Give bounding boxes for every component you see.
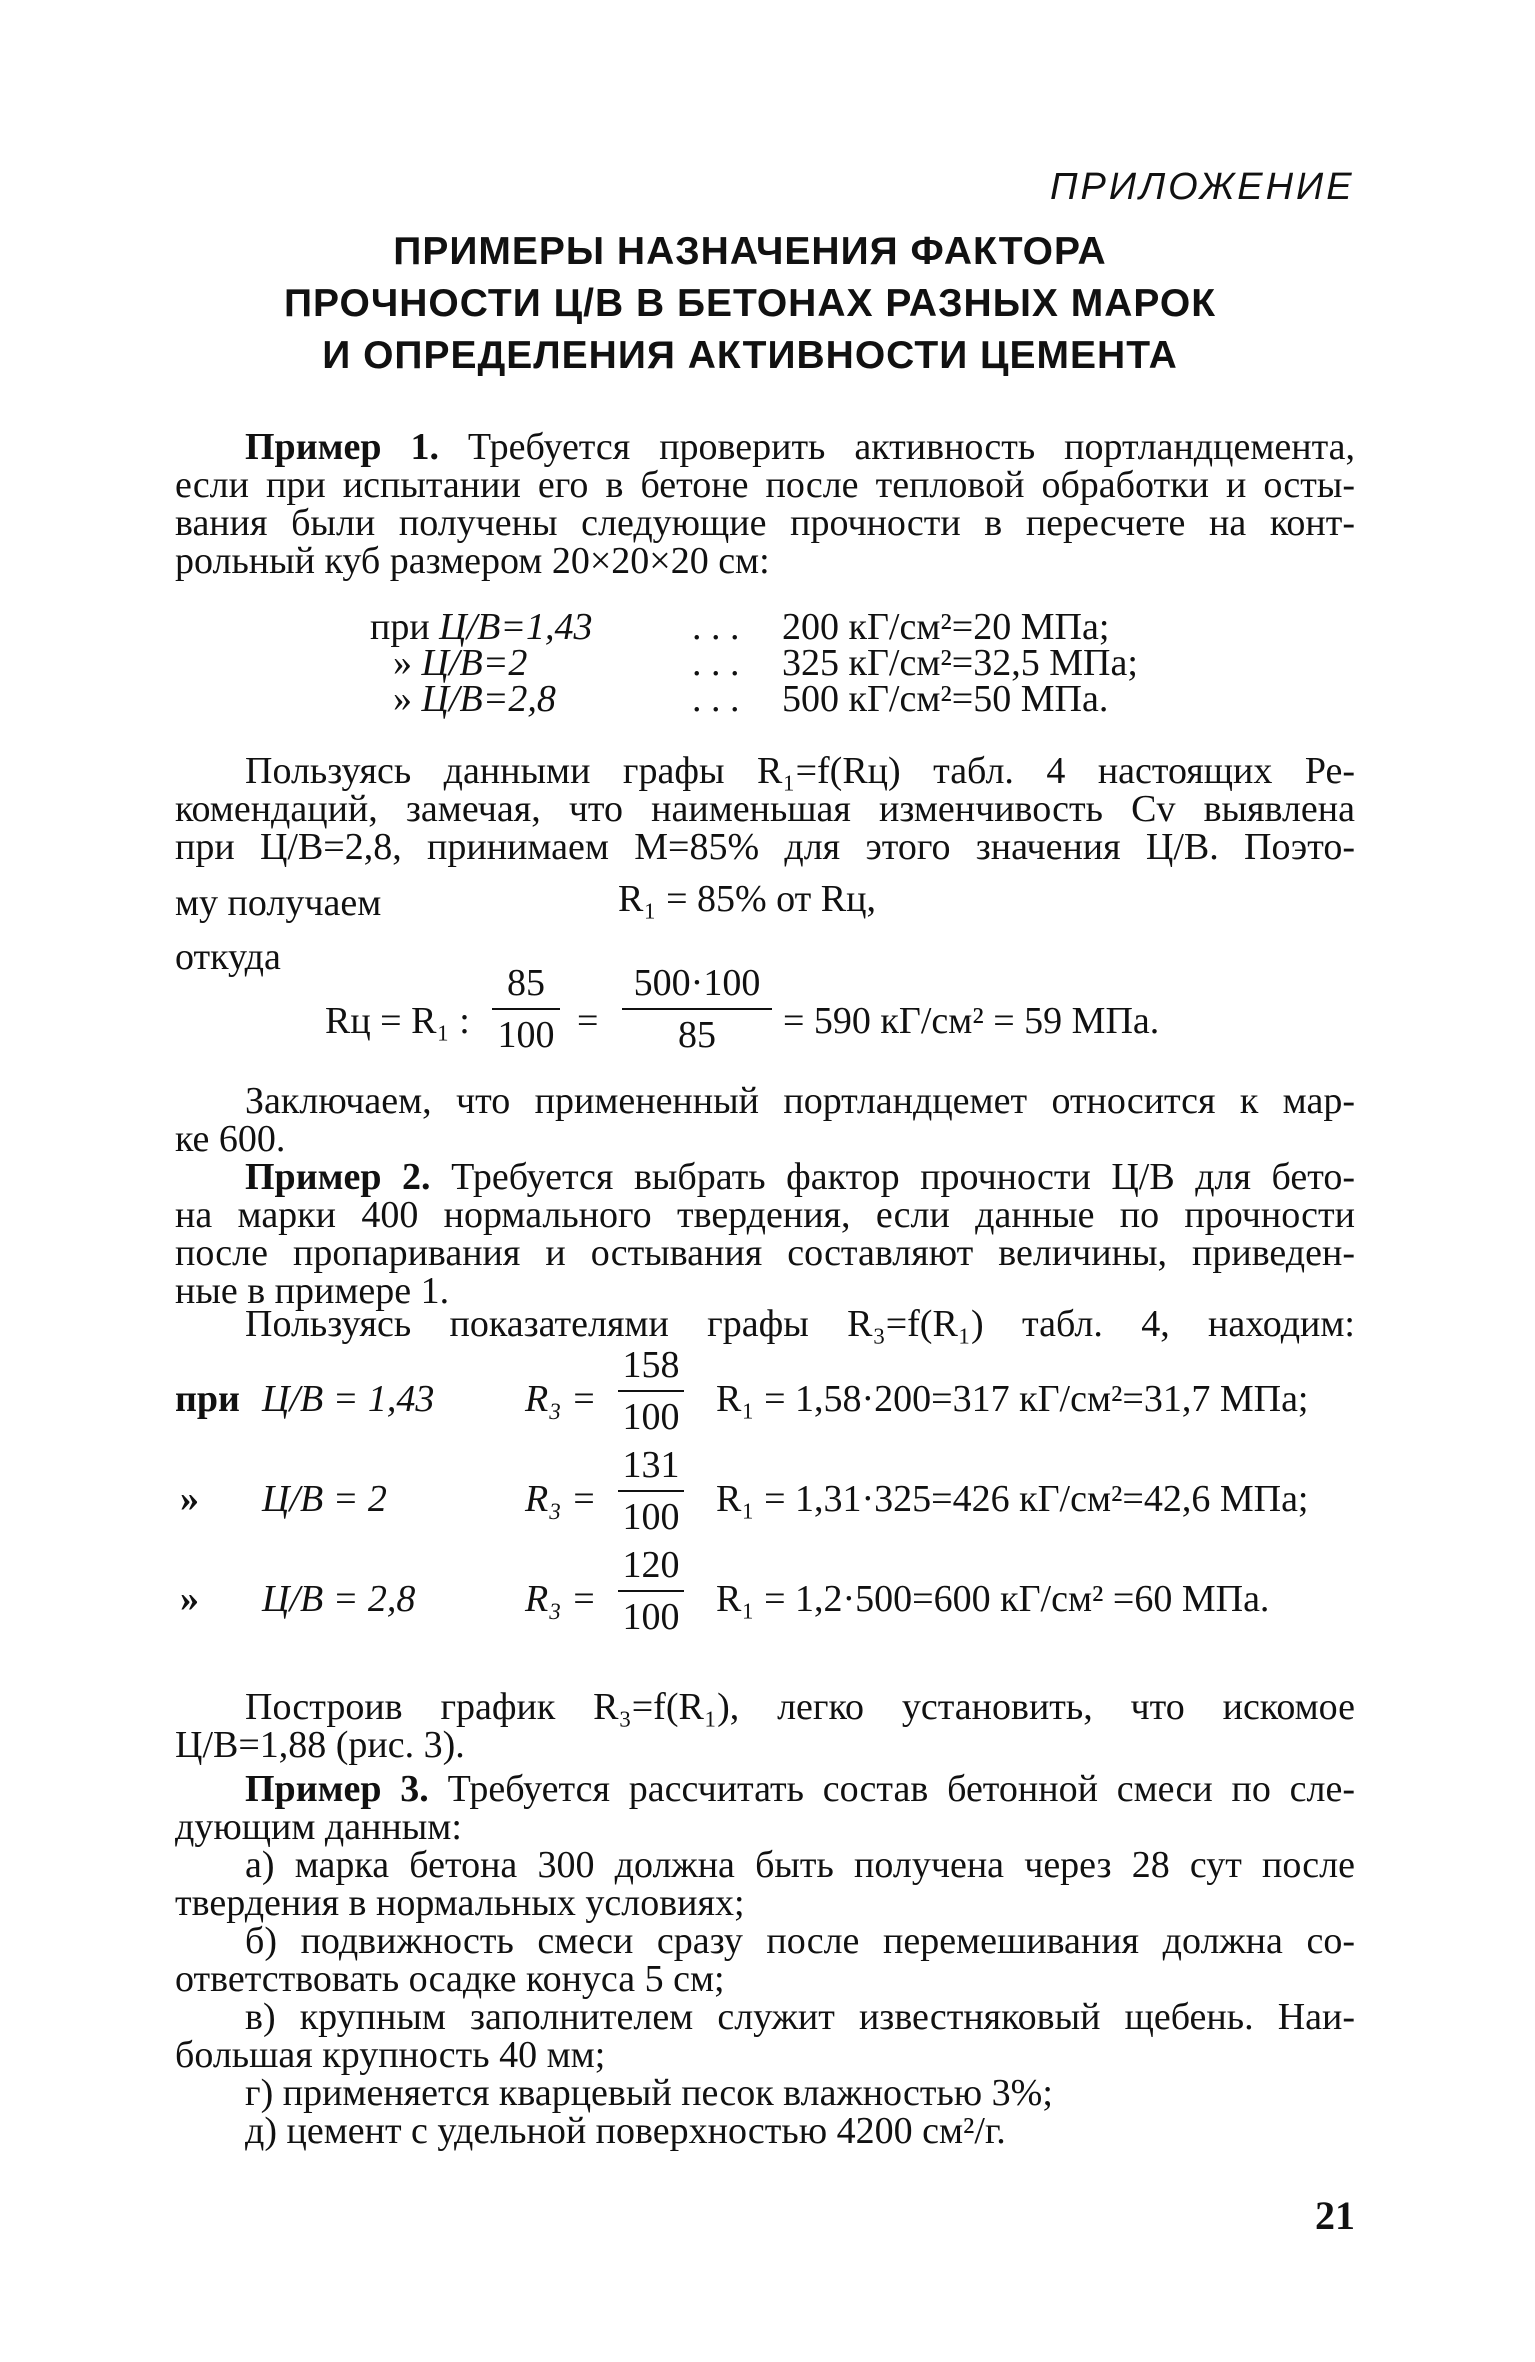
example3-line-1 [245,1770,1355,1808]
strength-row-3-dots: . . . [692,678,740,720]
example2-line-1 [245,1158,1355,1196]
fraction-2-bar [622,1008,772,1010]
example2-row-3-prefix: » [180,1578,199,1620]
title-line-3: И ОПРЕДЕЛЕНИЯ АКТИВНОСТИ ЦЕМЕНТА [322,334,1178,377]
fraction-2-denominator: 85 [678,1014,716,1056]
formula2-equals: = [577,1000,599,1042]
example1-line-4: рольный куб размером 20×20×20 см: [175,540,770,582]
example2-text: Требуется выбрать фактор прочности Ц/В для бето- [451,1156,1356,1198]
example2-row-2-prefix: » [180,1478,199,1520]
example2-line-3: после пропаривания и остывания составляют величины, приведен- [175,1232,1355,1274]
fraction-1-bar [492,1008,560,1010]
example2-row-3-lhs: R₃ = [525,1578,597,1620]
example2-row-2-fraction: 131 100 [618,1446,684,1536]
example3-text: Требуется рассчитать состав бетонной смеси по сле- [447,1768,1355,1810]
example2-row-1-prefix: при [175,1378,240,1420]
example2-row-2-rhs: R₁ = 1,31·325=426 кГ/см²=42,6 МПа; [716,1478,1309,1520]
example2-row-1-rhs: R₁ = 1,58·200=317 кГ/см²=31,7 МПа; [716,1378,1309,1420]
example2-line-2: на марки 400 нормального твердения, если данные по прочности [175,1194,1355,1236]
strength-row-1-dots: . . . [692,606,740,648]
whence-label: откуда [175,936,281,978]
strength-row-1: при Ц/В=1,43 [370,606,593,648]
formula2-lhs: Rц = R₁ : [325,1000,470,1042]
strength-row-2-value: 325 кГ/см²=32,5 МПа; [782,642,1138,684]
example2-row-3-fraction: 120 100 [618,1546,684,1636]
example1-line-2: если при испытании его в бетоне после тепловой обработки и осты- [175,464,1355,506]
item-b-line-1: б) подвижность смеси сразу после перемешивания должна со- [245,1920,1355,1962]
example2-row-3-rhs: R₁ = 1,2·500=600 кГ/см² =60 МПа. [716,1578,1270,1620]
strength-row-2-dots: . . . [692,642,740,684]
example2-row-1-fraction: 158 100 [618,1346,684,1436]
example1-line-3: вания были получены следующие прочности в пересчете на конт- [175,502,1355,544]
example2-row-1-ratio: Ц/В = 1,43 [262,1378,435,1420]
conclusion-line-2: ке 600. [175,1118,286,1160]
strength-row-3: » Ц/В=2,8 [393,678,556,720]
item-v-line-1: в) крупным заполнителем служит известняковый щебень. Наи- [245,1996,1355,2038]
example2-row-2-ratio: Ц/В = 2 [262,1478,387,1520]
example1-label: Пример 1. [245,426,439,468]
strength-row-2: » Ц/В=2 [393,642,528,684]
example2-line-4: ные в примере 1. [175,1270,450,1312]
example2-row-2-lhs: R₃ = [525,1478,597,1520]
example1-para2-line-2: комендаций, замечая, что наименьшая изменчивость Cv выявлена [175,788,1355,830]
formula2-fraction-2 [622,964,772,1054]
formula-r1-85: R₁ = 85% от Rц, [618,878,876,920]
title-line-2: ПРОЧНОСТИ Ц/В В БЕТОНАХ РАЗНЫХ МАРОК [283,282,1217,325]
strength-row-1-value: 200 кГ/см²=20 МПа; [782,606,1110,648]
example1-para2-line-3: при Ц/В=2,8, принимаем M=85% для этого значения Ц/В. Поэто- [175,826,1355,868]
fraction-2-numerator: 500·100 [633,962,761,1004]
example1-para2-line-1: Пользуясь данными графы R₁=f(Rц) табл. 4 настоящих Ре- [245,750,1355,792]
formula2-rhs: = 590 кГ/см² = 59 МПа. [783,1000,1160,1042]
formula2-fraction-1 [492,964,560,1054]
example2-row-1-lhs: R₃ = [525,1378,597,1420]
example3-label: Пример 3. [245,1768,429,1810]
example2-label: Пример 2. [245,1156,431,1198]
item-g: г) применяется кварцевый песок влажностью 3%; [245,2072,1053,2114]
graph-line-1: Построив график R₃=f(R₁), легко установить, что искомое [245,1686,1355,1728]
conclusion-line-1: Заключаем, что примененный портландцемет относится к мар- [245,1080,1355,1122]
item-d: д) цемент с удельной поверхностью 4200 см²/г. [245,2110,1006,2152]
example3-line-2: дующим данным: [175,1806,462,1848]
fraction-1-denominator: 100 [497,1014,555,1056]
page-number: 21 [1315,2193,1355,2238]
appendix-heading: ПРИЛОЖЕНИЕ [1050,166,1355,208]
example2-row-3-ratio: Ц/В = 2,8 [262,1578,416,1620]
item-a-line-1: а) марка бетона 300 должна быть получена через 28 сут после [245,1844,1355,1886]
item-a-line-2: твердения в нормальных условиях; [175,1882,745,1924]
example2-using: Пользуясь показателями графы R₃=f(R₁) табл. 4, находим: [245,1303,1355,1345]
item-v-line-2: большая крупность 40 мм; [175,2034,606,2076]
example1-para2-line-4: му получаем [175,882,382,924]
item-b-line-2: ответствовать осадке конуса 5 см; [175,1958,725,2000]
example1-text: Требуется проверить активность портландцемента, [467,426,1355,468]
fraction-1-numerator: 85 [507,962,545,1004]
example1-line-1 [245,428,1355,466]
graph-line-2: Ц/В=1,88 (рис. 3). [175,1724,465,1766]
strength-row-3-value: 500 кГ/см²=50 МПа. [782,678,1109,720]
title-line-1: ПРИМЕРЫ НАЗНАЧЕНИЯ ФАКТОРА [393,230,1107,273]
